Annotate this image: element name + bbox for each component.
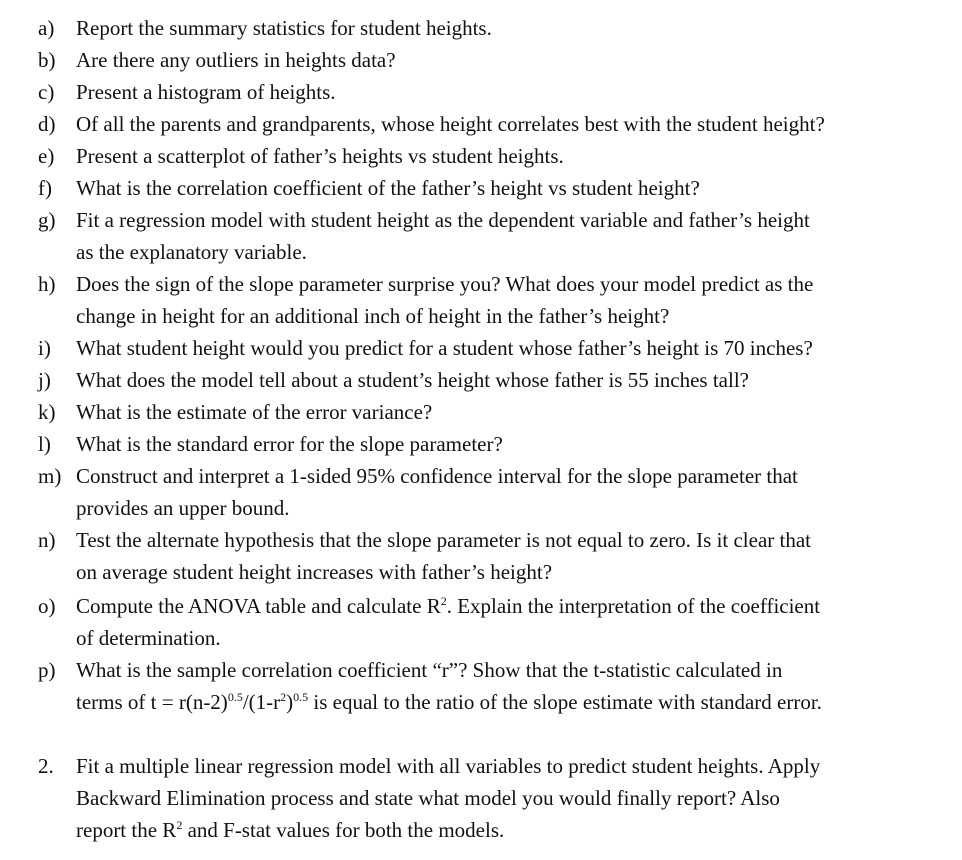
item-label: e) [38,144,55,168]
item-label: j) [38,368,51,392]
item-text: What student height would you predict for a student whose father’s height is 70 inches? [76,336,813,360]
question-2-line-2: Backward Elimination process and state what model you would finally report? Also [76,786,780,810]
item-label: g) [38,208,56,232]
superscript: 2 [280,690,287,704]
item-text-line-2: provides an upper bound. [76,496,290,520]
item-label: d) [38,112,56,136]
item-text-line-2: of determination. [76,626,221,650]
item-text: What does the model tell about a student’s height whose father is 55 inches tall? [76,368,749,392]
item-text-line-1: What is the sample correlation coefficient “r”? Show that the t-statistic calculated in [76,658,783,682]
item-text-line-2: on average student height increases with father’s height? [76,560,553,584]
superscript: 0.5 [293,690,309,704]
item-text: Are there any outliers in heights data? [76,48,396,72]
question-2-text-part: and F-stat values for both the models. [182,818,505,842]
item-text-line-1: Fit a regression model with student height as the dependent variable and father’s height [76,208,810,232]
item-text: Present a histogram of heights. [76,80,336,104]
item-text: Of all the parents and grandparents, whose height correlates best with the student height? [76,112,825,136]
question-2-text-part: report the R [76,818,177,842]
item-label: f) [38,176,52,200]
item-label: c) [38,80,55,104]
item-text-line-2 [76,686,948,718]
question-number: 2. [38,754,54,778]
superscript: 2 [440,594,447,608]
item-text-line-2: as the explanatory variable. [76,240,307,264]
item-label: i) [38,336,51,360]
item-text: What is the correlation coefficient of the father’s height vs student height? [76,176,700,200]
item-text: Report the summary statistics for student heights. [76,16,492,40]
item-text-part: Compute the ANOVA table and calculate R [76,594,441,618]
formula-part: ) [286,690,294,714]
item-label: p) [38,658,56,682]
item-text-line-1: Test the alternate hypothesis that the slope parameter is not equal to zero. Is it clear that [76,528,812,552]
formula-part: /(1-r [242,690,281,714]
item-label: n) [38,528,56,552]
superscript: 0.5 [227,690,243,704]
item-label: k) [38,400,56,424]
superscript: 2 [176,818,183,832]
item-text-line-2: change in height for an additional inch of height in the father’s height? [76,304,670,328]
formula-part: terms of t = r(n-2) [76,690,228,714]
item-text: Present a scatterplot of father’s heights vs student heights. [76,144,564,168]
item-text-line-1: Construct and interpret a 1-sided 95% confidence interval for the slope parameter that [76,464,798,488]
item-label: h) [38,272,56,296]
item-label: o) [38,594,56,618]
question-2-line-1: Fit a multiple linear regression model with all variables to predict student heights. Apply [76,754,821,778]
item-label: b) [38,48,56,72]
item-text-line-1 [76,590,948,622]
question-2-line-3 [76,814,948,846]
item-text-line-1: Does the sign of the slope parameter surprise you? What does your model predict as the [76,272,814,296]
formula-part: is equal to the ratio of the slope estimate with standard error. [308,690,822,714]
item-label: a) [38,16,55,40]
item-text-part: . Explain the interpretation of the coefficient [446,594,821,618]
item-label: m) [38,464,62,488]
item-label: l) [38,432,51,456]
item-text: What is the standard error for the slope parameter? [76,432,503,456]
item-text: What is the estimate of the error variance? [76,400,433,424]
